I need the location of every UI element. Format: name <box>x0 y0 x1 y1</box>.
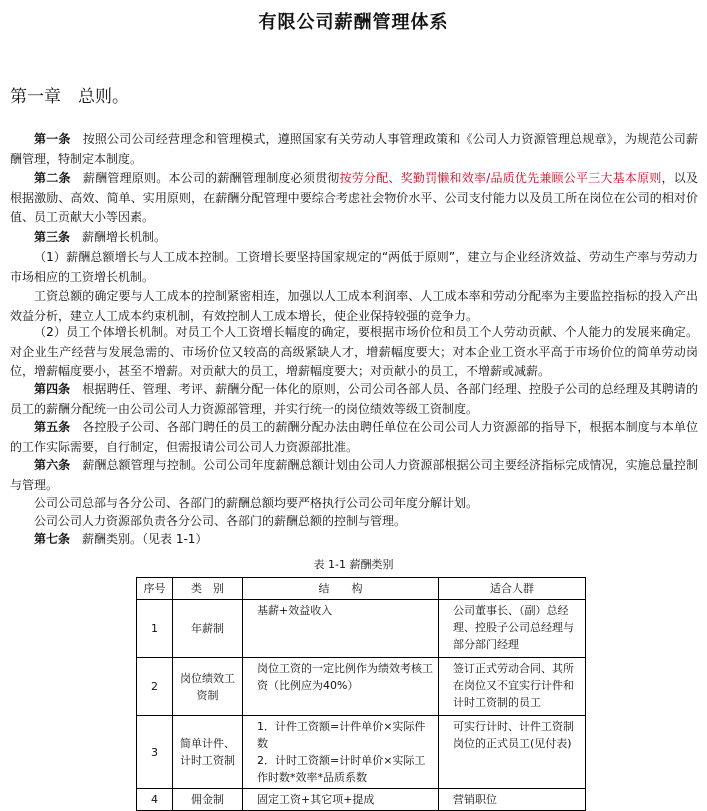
chapter-heading: 第一章 总则。 <box>10 87 129 107</box>
salary-type-table <box>136 577 586 811</box>
document-title: 有限公司薪酬管理体系 <box>258 12 449 33</box>
target-group: 营销职位 <box>439 789 586 811</box>
column-header: 结 构 <box>243 578 439 600</box>
highlighted-principles: 按劳分配、奖勤罚懒和效率/品质优先兼顾公平三大基本原则 <box>339 171 662 185</box>
paragraph: 工资总额的确定要与人工成本的控制紧密相连，加强以人工成本利润率、人工成本率和劳动分配率为主要监控指标的投入产出效益分析，建立人工成本约束机制，有效控制人工成本增长，使企业保持较强的竞争力。 <box>10 289 698 323</box>
article-6: 第六条 薪酬总额管理与控制。公司公司年度薪酬总额计划由公司人力资源部根据公司主要经济指标完成情况，实施总量控制与管理。 <box>10 458 698 492</box>
paragraph: （2）员工个体增长机制。对员工个人工资增长幅度的确定，要根据市场价位和员工个人劳动贡献、个人能力的发展来确定。对企业生产经营与发展急需的、市场价位又较高的高级紧缺人才，增薪幅度要大；对本企业工资水平高于市场价位的简单劳动岗位，增薪幅度要小，甚至不增薪。对贡献大的员工，增薪幅度要大；对贡献小的员工，不增薪或减薪。 <box>10 325 698 378</box>
row-number: 2 <box>137 658 173 716</box>
article-label: 第二条 <box>34 171 71 185</box>
salary-category: 岗位绩效工资制 <box>173 658 243 716</box>
article-label: 第三条 <box>34 230 71 244</box>
table-row <box>137 600 586 658</box>
target-group: 签订正式劳动合同、其所在岗位又不宜实行计件和计时工资制的员工 <box>439 658 586 716</box>
table-caption: 表 1-1 薪酬类别 <box>313 558 394 571</box>
structure-line: 2．计时工资额=计时单价×实际工作时数*效率*品质系数 <box>257 754 426 784</box>
article-label: 第一条 <box>34 132 71 146</box>
row-number: 3 <box>137 716 173 789</box>
paragraph: （1）薪酬总额增长与人工成本控制。工资增长要坚持国家规定的“两低于原则”，建立与企业经济效益、劳动生产率与劳动力市场相应的工资增长机制。 <box>10 250 698 284</box>
article-7: 第七条 薪酬类别。（见表 1-1） <box>34 532 208 546</box>
table-row <box>137 789 586 811</box>
salary-structure: 基薪+效益收入 <box>243 600 439 658</box>
column-header: 类 别 <box>173 578 243 600</box>
column-header: 适合人群 <box>439 578 586 600</box>
article-5: 第五条 各控股子公司、各部门聘任的员工的薪酬分配办法由聘任单位在公司公司人力资源部的指导下，根据本制度与本单位的工作实际需要，自行制定，但需报请公司公司人力资源部批准。 <box>10 420 698 454</box>
target-group: 公司董事长、（副）总经理、控股子公司总经理与部分部门经理 <box>439 600 586 658</box>
salary-structure <box>243 716 439 789</box>
salary-structure: 固定工资+其它项+提成 <box>243 789 439 811</box>
table-row <box>137 658 586 716</box>
row-number: 1 <box>137 600 173 658</box>
paragraph: 公司公司人力资源部负责各分公司、各部门的薪酬总额的控制与管理。 <box>34 514 407 528</box>
salary-structure: 岗位工资的一定比例作为绩效考核工资（比例应为40%） <box>243 658 439 716</box>
article-label: 第五条 <box>34 420 71 434</box>
article-label: 第六条 <box>34 458 71 472</box>
structure-line: 1．计件工资额=计件单价×实际件数 <box>257 720 426 750</box>
table-row <box>137 716 586 789</box>
row-number: 4 <box>137 789 173 811</box>
article-label: 第四条 <box>34 382 71 396</box>
article-4: 第四条 根据聘任、管理、考评、薪酬分配一体化的原则，公司公司各部人员、各部门经理、控股子公司的总经理及其聘请的员工的薪酬分配统一由公司公司人力资源部管理，并实行统一的岗位绩效等级工资制度。 <box>10 382 698 416</box>
column-header: 序号 <box>137 578 173 600</box>
target-group: 可实行计时、计件工资制岗位的正式员工(见付表) <box>439 716 586 789</box>
salary-category: 年薪制 <box>173 600 243 658</box>
article-label: 第七条 <box>34 532 71 546</box>
article-3: 第三条 薪酬增长机制。 <box>34 230 167 244</box>
paragraph: 公司公司总部与各分公司、各部门的薪酬总额均要严格执行公司公司年度分解计划。 <box>34 496 479 510</box>
salary-category: 佣金制 <box>173 789 243 811</box>
article-1: 第一条 按照公司公司经营理念和管理模式，遵照国家有关劳动人事管理政策和《公司人力资源管理总规章》，为规范公司薪酬管理，特制定本制度。 <box>10 132 698 166</box>
article-2: 第二条 薪酬管理原则。本公司的薪酬管理制度必须贯彻按劳分配、奖勤罚懒和效率/品质优先兼顾公平三大基本原则，以及根据激励、高效、简单、实用原则，在薪酬分配管理中要综合考虑社会物价水平、公司支付能力以及员工所在岗位在公司的相对价值、员工贡献大小等因素。 <box>10 171 698 224</box>
table-header-row <box>137 578 586 600</box>
salary-category: 简单计件、计时工资制 <box>173 716 243 789</box>
